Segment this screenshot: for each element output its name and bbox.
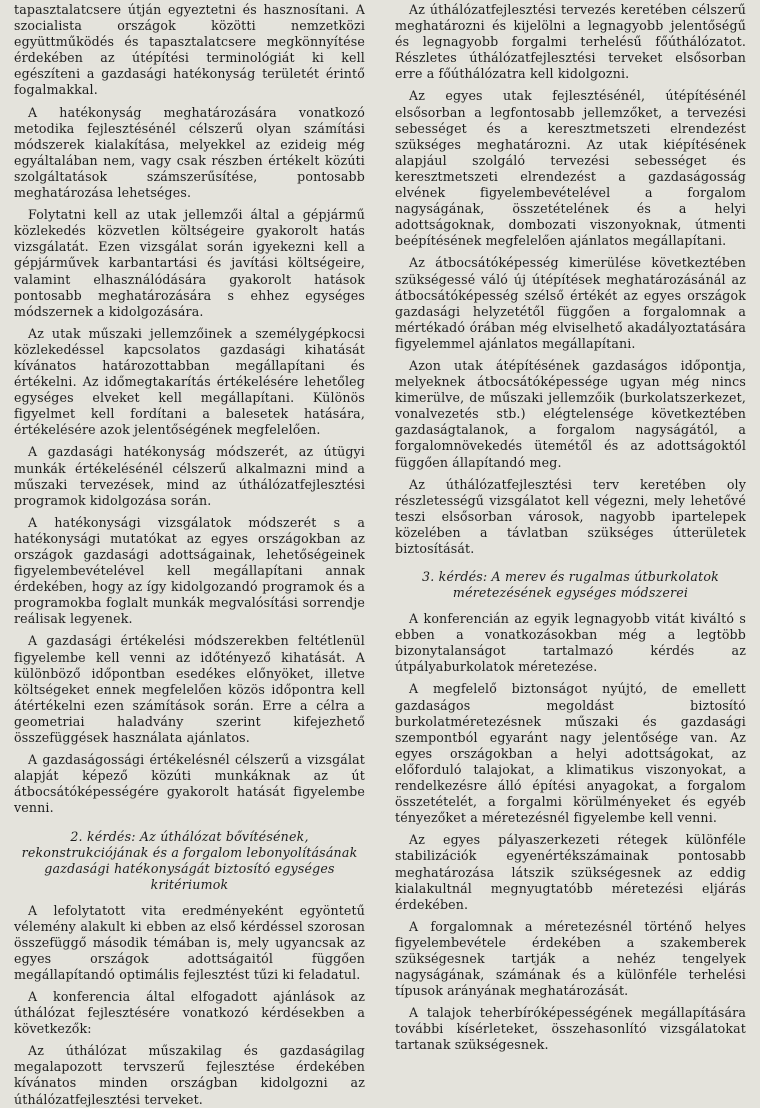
right-column [395,2,746,1053]
right-paragraph: Az egyes pályaszerkezeti rétegek különféle stabilizációk egyenértékszámainak pontosabb meghatározása látszik szükségesnek az eddig kialakultnál megnyugtatóbb méretezési eljárás érdekében. [395,832,746,912]
right-paragraph: Az átbocsátóképesség kimerülése következtében szükségessé váló új útépítések meghatározásánál az átbocsátóképesség szélső értékét az egyes országok gazdasági helyzetétől függően a forgalomnak a mértékadó órában még elviselhető akadályoztatására figyelemmel ajánlatos megállapítani. [395,255,746,351]
right-section-heading: 3. kérdés: A merev és rugalmas útburkolatok méretezésének egységes módszerei [422,569,719,601]
right-paragraph: A megfelelő biztonságot nyújtó, de emellett gazdaságos megoldást biztosító burkolatméretezésnek műszaki és gazdasági szempontból egyaránt nagy jelentősége van. Az egyes országokban a helyi adottságokat, az előforduló talajokat, a klimatikus viszonyokat, a rendelkezésre álló építési anyagokat, a forgalom összetételét, a forgalmi körülményeket és egyéb tényezőket a méretezésnél figyelembe kell venni. [395,681,746,826]
right-paragraph: Az egyes utak fejlesztésénél, útépítésénél elsősorban a legfontosabb jellemzőket, a tervezési sebességet és a keresztmetszeti elrendezést szükséges meghatározni. Az utak kiépítésének alapjául szolgáló tervezési sebességet és keresztmetszeti elrendezést a gazdaságosság elvének figyelembevételével a forgalom nagyságának, összetételének és a helyi adottságoknak, dombozati viszonyoknak, útmenti beépítésének megfelelően ajánlatos megállapítani. [395,88,746,249]
left-section-heading: 2. kérdés: Az úthálózat bővítésének, rekonstrukciójának és a forgalom lebonyolításának gazdasági hatékonyságát biztosító egységes kritériumok [21,828,358,892]
left-paragraph: A konferencia által elfogadott ajánlások az úthálózat fejlesztésére vonatkozó kérdésekben a következők: [14,988,365,1037]
left-paragraph: A lefolytatott vita eredményeként egyöntetű vélemény alakult ki ebben az első kérdéssel szorosan összefüggő második témában is, mely ugyancsak az egyes országok adottságaitól függően megállapítandó optimális fejlesztést tűzi ki feladatul. [14,902,365,982]
left-paragraph: Az utak műszaki jellemzőinek a személygépkocsi közlekedéssel kapcsolatos gazdasági kihatását kívánatos határozottabban megállapítani és értékelni. Az időmegtakarítás értékelésére lehetőleg egységes elveket kell megállapítani. Különös figyelmet kell fordítani a balesetek hatására, értékelésére azok jelentőségének megfelelően. [14,325,365,438]
left-paragraph: Az úthálózat műszakilag és gazdaságilag megalapozott tervszerű fejlesztése érdekében kívánatos minden országban kidolgozni az úthálózatfejlesztési terveket. [14,1043,365,1107]
left-paragraph: A gazdaságossági értékelésnél célszerű a vizsgálat alapját képező közúti munkáknak az út átbocsátóképességére gyakorolt hatását figyelembe venni. [14,752,365,816]
left-paragraph: A hatékonyság meghatározására vonatkozó metodika fejlesztésénél célszerű olyan számítási módszerek kialakítása, melyekkel az ezideig még egyáltalában nem, vagy csak részben értékelt közúti szolgáltatások számszerűsítése, pontosabb meghatározása lehetséges. [14,104,365,201]
right-paragraph: A talajok teherbíróképességének megállapítására további kísérleteket, összehasonlító vizsgálatokat tartanak szükségesnek. [395,1005,746,1053]
right-paragraph: Azon utak átépítésének gazdaságos időpontja, melyeknek átbocsátóképessége ugyan még nincs kimerülve, de műszaki jellemzőik (burkolatszerkezet, vonalvezetés stb.) elégtelensége következtében gazdaságtalanok, a forgalom nagyságától, a forgalomnövekedés ütemétől és az adottságoktól függően állapítandó meg. [395,357,746,470]
left-paragraph: A gazdasági hatékonyság módszerét, az útügyi munkák értékelésénél célszerű alkalmazni mind a műszaki tervezések, mind az úthálózatfejlesztési programok kidolgozása során. [14,444,365,508]
right-paragraph: Az úthálózatfejlesztési tervezés keretében célszerű meghatározni és kijelölni a legnagyobb jelentőségű és legnagyobb forgalmi terhelésű főúthálózatot. Részletes úthálózatfejlesztési terveket elsősorban erre a főúthálózatra kell kidolgozni. [395,2,746,82]
left-paragraph: A gazdasági értékelési módszerekben feltétlenül figyelembe kell venni az időtényező kihatását. A különböző időpontban esedékes előnyöket, illetve költségeket ennek megfelelően közös időpontra kell átértékelni ezen számítások során. Erre a célra a geometriai haladvány szerint kifejezhető összefüggések használata ajánlatos. [14,633,365,746]
left-paragraph: Folytatni kell az utak jellemzői által a gépjármű közlekedés közvetlen költségeire gyakorolt hatás vizsgálatát. Ezen vizsgálat során igyekezni kell a gépjárművek karbantartási és javítási költségeire, valamint elhasználódására gyakorolt hatások pontosabb meghatározására s ehhez egységes módszernek a kidolgozására. [14,207,365,319]
right-paragraph: Az úthálózatfejlesztési terv keretében oly részletességű vizsgálatot kell végezni, mely lehetővé teszi elsősorban városok, nagyobb ipartelepek közelében a távlatban szükséges útterületek biztosítását. [395,476,746,556]
left-column [14,2,365,1107]
left-paragraph: tapasztalatcsere útján egyeztetni és hasznosítani. A szocialista országok közötti nemzetközi együttműködés és tapasztalatcsere megkönnyítése érdekében az útépítési terminológiát ki kell egészíteni a gazdasági hatékonyság területét érintő fogalmakkal. [14,2,365,98]
left-paragraph: A hatékonysági vizsgálatok módszerét s a hatékonysági mutatókat az egyes országokban az országok gazdasági adottságainak, lehetőségeinek figyelembevételével kell megállapítani annak érdekében, hogy az így kidolgozandó programok és a programokba foglalt munkák megvalósítási sorrendje reálisak legyenek. [14,514,365,627]
right-paragraph: A forgalomnak a méretezésnél történő helyes figyelembevétele érdekében a szakemberek szükségesnek tartják a nehéz tengelyek nagyságának, számának és a különféle terhelési típusok arányának meghatározását. [395,918,746,999]
right-paragraph: A konferencián az egyik legnagyobb vitát kiváltó s ebben a vonatkozásokban még a legtöbb bizonytalanságot tartalmazó kérdés az útpályaburkolatok méretezése. [395,611,746,675]
